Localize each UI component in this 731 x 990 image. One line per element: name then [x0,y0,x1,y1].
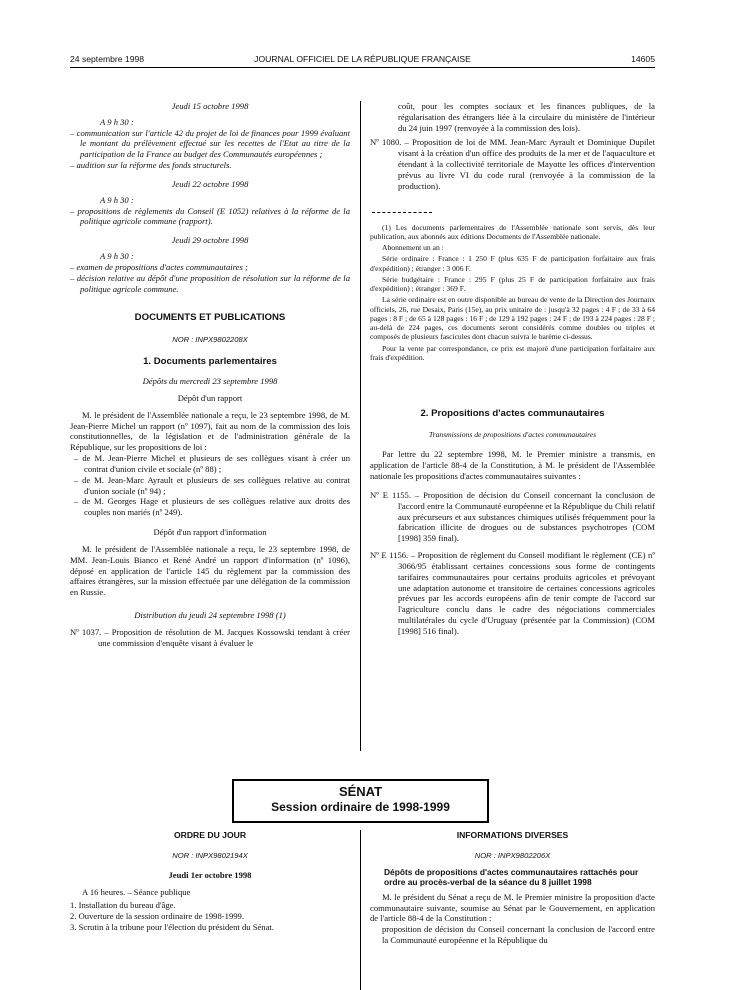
subheading-distribution: Distribution du jeudi 24 septembre 1998 (1) [134,610,286,621]
left-column [70,101,350,649]
nor-reference: NOR : INPX9802208X [172,334,248,344]
agenda-item: – propositions de règlements du Conseil (E 1052) relatives à la réforme de la politique agricole commune (rapport). [70,205,350,227]
paragraph: coût, pour les comptes sociaux et les finances publiques, de la régularisation des étrangers liée à la circulaire du ministère de l'intérieur du 24 juin 1997 (renvoyée à la commission des lois). [398,101,655,133]
list-item: 3. Scrutin à la tribune pour l'élection du président du Sénat. [70,921,274,932]
senat-title: SÉNAT [338,784,383,799]
footnote-text: (1) Les documents parlementaires de l'Assemblée nationale sont servis, dès leur publication, aux abonnés aux éditions Documents de l'Assemblée nationale. [370,222,655,241]
senat-banner [232,779,489,823]
header-title: JOURNAL OFFICIEL DE LA RÉPUBLIQUE FRANÇAISE [254,54,471,64]
list-item: 1. Installation du bureau d'âge. [70,900,176,911]
time-label: A 16 heures. – Séance publique [82,887,191,898]
subheading-rapport: Dépôt d'un rapport [177,392,243,403]
list-item: 2. Ouverture de la session ordinaire de 1998-1999. [70,910,244,921]
subheading-transmissions: Transmissions de propositions d'actes communautaires [428,430,597,440]
paragraph: Nº E 1156. – Proposition de règlement du Conseil modifiant le règlement (CE) nº 3066/95 établissant certaines concessions sous forme de contingents tarifaires communautaires pour certains produits agricoles et prévoyant une adaptation autonome et transitoire de certaines concessions agricoles prévues par les accords européens afin de tenir compte de l'accord sur l'agriculture conclu dans le cadre des négociations commerciales multilatérales du cycle d'Uruguay (présentée par la Commission) (COM [1998] 516 final). [370,550,655,636]
time-label: A 9 h 30 : [100,194,134,205]
subheading-information: Dépôt d'un rapport d'information [153,527,267,538]
nor-reference: NOR : INPX9802194X [172,850,248,860]
footnote-text: Pour la vente par correspondance, ce prix est majoré d'une participation forfaitaire aux frais d'expédition. [370,343,655,362]
column-divider [360,830,361,990]
subheading-depots: Dépôts du mercredi 23 septembre 1998 [142,376,278,387]
footnote-text: Série ordinaire : France : 1 250 F (plus 635 F de participation forfaitaire aux frais d'expédition) ; étranger : 3 006 F. [370,254,655,273]
footnote-rule [372,212,432,213]
section-title-actes: 2. Propositions d'actes communautaires [420,408,605,420]
header-date: 24 septembre 1998 [70,54,145,64]
bottom-right-column [370,830,655,946]
time-label: A 9 h 30 : [100,251,134,262]
section-title-documents: DOCUMENTS ET PUBLICATIONS [134,312,286,324]
page-header [70,54,655,66]
list-item: – de M. Georges Hage et plusieurs de ses collègues relative aux droits des couples non mariés (nº 249). [74,496,350,518]
paragraph: Nº 1037. – Proposition de résolution de M. Jacques Kossowski tendant à créer une commission d'enquête visant à évaluer le [70,626,350,648]
agenda-item: – examen de propositions d'actes communautaires ; [70,261,248,272]
time-label: A 9 h 30 : [100,116,134,127]
section-title-parlementaires: 1. Documents parlementaires [143,356,277,368]
agenda-item: – audition sur la réforme des fonds structurels. [70,160,232,171]
subheading-depots: Dépôts de propositions d'actes communautaires rattachés pour ordre au procès-verbal de la séance du 8 juillet 1998 [384,867,639,888]
paragraph: proposition de décision du Conseil concernant la conclusion de l'accord entre la Communauté européenne et la République du [382,924,655,946]
section-title-ordre: ORDRE DU JOUR [173,830,247,840]
senat-session: Session ordinaire de 1998-1999 [271,799,450,814]
header-page-number: 14605 [631,54,655,64]
footnote-text: Série budgétaire : France : 295 F (plus 25 F de participation forfaitaire aux frais d'expédition) ; étranger : 369 F. [370,274,655,294]
paragraph: Nº E 1155. – Proposition de décision du Conseil concernant la conclusion de l'accord entre la Communauté européenne et la République du Chili relatif aux précurseurs et aux substances chimiques utilisés fréquemment pour la fabrication illicite de drogues ou de substances psychotropes (COM [1998] 359 final). [370,489,655,544]
date-heading: Jeudi 1er octobre 1998 [168,870,252,881]
right-column [370,101,655,637]
paragraph: M. le président de l'Assemblée nationale a reçu, le 23 septembre 1998, de M. Jean-Pierre Michel un rapport (nº 1097), fait au nom de la commission des lois constitutionnelles, de la législation et de l'administration générale de la République, sur les propositions de loi : [70,409,350,453]
date-heading: Jeudi 22 octobre 1998 [171,178,249,189]
date-heading: Jeudi 29 octobre 1998 [171,235,249,246]
list-item: – de M. Jean-Pierre Michel et plusieurs de ses collègues visant à créer un contrat d'union civile et sociale (nº 88) ; [74,453,350,474]
footnote-text: La série ordinaire est en outre disponible au bureau de vente de la Direction des Journaux officiels, 26, rue Desaix, Paris (15e), au prix unitaire de : jusqu'à 32 pages : 4 F ; de 33 à 64 pages : 8 F ; de 65 à 128 pages : 16 F ; de 129 à 192 pages : 24 F ; de 193 à 224 pages : 28 F ; au-delà de 224 pages, ces documents seront considérés comme doubles ou triples et composés de plusieurs fascicules dont chacun suivra le barème ci-dessus. [370,295,655,342]
footnote [370,223,655,363]
footnote-text: Abonnement un an : [382,243,444,253]
agenda-item: – décision relative au dépôt d'une proposition de résolution sur la réforme de la politique agricole commune. [70,272,350,294]
agenda-item: – communication sur l'article 42 du projet de loi de finances pour 1999 évaluant le montant du prélèvement effectué sur les recettes de l'Etat au titre de la participation de la France au budget des Communautés européennes ; [70,127,350,160]
paragraph: Nº 1080. – Proposition de loi de MM. Jean-Marc Ayrault et Dominique Dupilet visant à la création d'un office des produits de la mer et de l'aquaculture et étendant à la collectivité territoriale de Mayotte les offices d'intervention prévus au livre VI du code rural (renvoyée à la commission de la production). [370,137,655,191]
nor-reference: NOR : INPX9802206X [474,850,551,860]
paragraph: Par lettre du 22 septembre 1998, M. le Premier ministre a transmis, en application de l'article 88-4 de la Constitution, à M. le président de l'Assemblée nationale les propositions d'actes communautaires suivantes : [370,449,655,482]
paragraph: M. le président du Sénat a reçu de M. le Premier ministre la proposition d'acte communautaire suivante, soumise au Sénat par le Gouvernement, en application de l'article 88-4 de la Constitution : [370,891,655,924]
list-item: – de M. Jean-Marc Ayrault et plusieurs de ses collègues relative au contrat d'union sociale (nº 94) ; [74,474,350,496]
header-rule [70,67,655,68]
column-divider [360,101,361,751]
bottom-left-column [70,830,350,933]
date-heading: Jeudi 15 octobre 1998 [171,101,249,111]
paragraph: M. le président de l'Assemblée nationale a reçu, le 23 septembre 1998, de MM. Jean-Louis Bianco et René André un rapport d'information (nº 1096), déposé en application de l'article 145 du règlement par la commission des affaires étrangères, sur la mission effectuée par une délégation de la commission en Russie. [70,543,350,598]
section-title-informations: INFORMATIONS DIVERSES [456,830,569,840]
